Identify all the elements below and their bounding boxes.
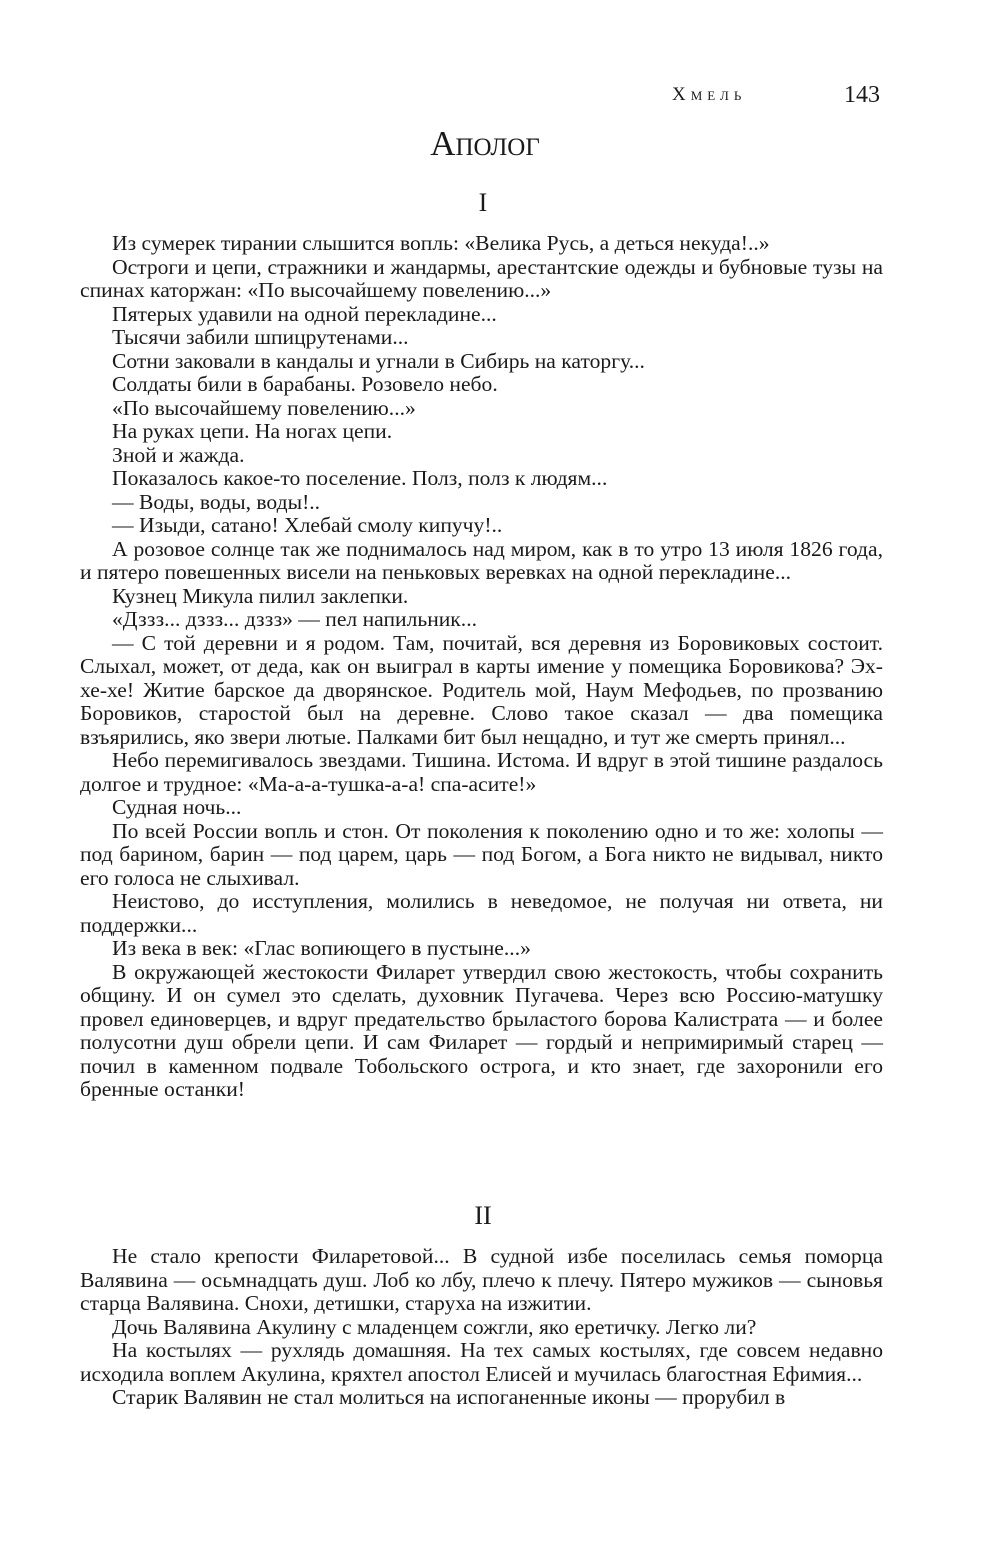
paragraph: Солдаты били в барабаны. Розовело небо. [112,372,498,396]
paragraph: Небо перемигивалось звездами. Тишина. Истома. И вдруг в этой тишине раздалось долгое и трудное: «Ма-а-а-тушка-а-а! спа-асите!» [80,748,883,796]
paragraph: — Воды, воды, воды!.. [112,489,321,514]
paragraph: Не стало крепости Филаретовой... В судной избе поселилась семья поморца Валявина — осьмнадцать душ. Лоб ко лбу, плечо к плечу. Пятеро мужиков — сыновья старца Валявина. Снохи, детишки, старуха на изжитии. [80,1244,883,1315]
running-head: Хмель [672,84,747,105]
paragraph: — Изыди, сатано! Хлебай смолу кипучу!.. [112,513,503,537]
paragraph: Пятерых удавили на одной перекладине... [112,301,497,326]
paragraph: На костылях — рухлядь домашняя. На тех самых костылях, где совсем недавно исходила воплем Акулина, кряхтел апостол Елисей и мучилась благостная Ефимия... [80,1338,883,1386]
paragraph: Остроги и цепи, стражники и жандармы, арестантские одежды и бубновые тузы на спинах каторжан: «По высочайшему повелению...» [80,254,883,302]
paragraph: «По высочайшему повелению...» [112,395,416,420]
section-2-text [80,1245,883,1410]
paragraph: Судная ночь... [112,795,242,819]
paragraph: Старик Валявин не стал молиться на испоганенные иконы — прорубил в [112,1385,786,1409]
paragraph: Неистово, до исступления, молились в неведомое, не получая ни ответа, ни поддержки... [80,889,883,937]
paragraph: А розовое солнце так же поднималось над миром, как в то утро 13 июля 1826 года, и пятеро повешенных висели на пеньковых веревках на одной перекладине... [80,536,883,584]
paragraph: «Дззз... дззз... дззз» — пел напильник... [112,607,477,631]
section-numeral-2: II [474,1201,492,1230]
page-number: 143 [844,82,880,108]
section-1-text [80,232,883,1102]
paragraph: Дочь Валявина Акулину с младенцем сожгли, яко еретичку. Легко ли? [112,1314,757,1339]
paragraph: Сотни заковали в кандалы и угнали в Сибирь на каторгу... [112,348,645,373]
paragraph: Тысячи забили шпицрутенами... [112,325,409,349]
paragraph: Из века в век: «Глас вопиющего в пустыне...» [112,936,531,960]
paragraph: По всей России вопль и стон. От поколения к поколению одно и то же: холопы — под барином, барин — под царем, царь — под Богом, а Бога никто не видывал, никто его голоса не слыхивал. [80,818,883,890]
paragraph: Показалось какое-то поселение. Полз, полз к людям... [112,466,608,490]
chapter-title: Аполог [430,124,540,163]
paragraph: В окружающей жестокости Филарет утвердил свою жестокость, чтобы сохранить общину. И он сумел это сделать, духовник Пугачева. Через всю Россию-матушку провел единоверцев, и вдруг предательство брыластого борова Калистрата — и более полусотни душ обрели цепи. И сам Филарет — гордый и непримиримый старец — почил в каменном подвале Тобольского острога, и кто знает, где захоронили его бренные останки! [80,959,883,1101]
paragraph: Из сумерек тирании слышится вопль: «Велика Русь, а деться некуда!..» [112,231,770,255]
paragraph: Зной и жажда. [112,442,245,467]
section-numeral-1: I [478,188,488,217]
paragraph: Кузнец Микула пилил заклепки. [112,583,409,608]
paragraph: На руках цепи. На ногах цепи. [112,419,393,443]
paragraph: — С той деревни и я родом. Там, почитай, вся деревня из Боровиковых состоит. Слыхал, может, от деда, как он выиграл в карты имение у помещика Боровикова? Эх-хе-хе! Житие барское да дворянское. Родитель мой, Наум Мефодьев, по прозванию Боровиков, старостой был на деревне. Слово такое сказал — два помещика взъярились, яко звери лютые. Палками бит был нещадно, и тут же смерть принял... [80,630,883,749]
